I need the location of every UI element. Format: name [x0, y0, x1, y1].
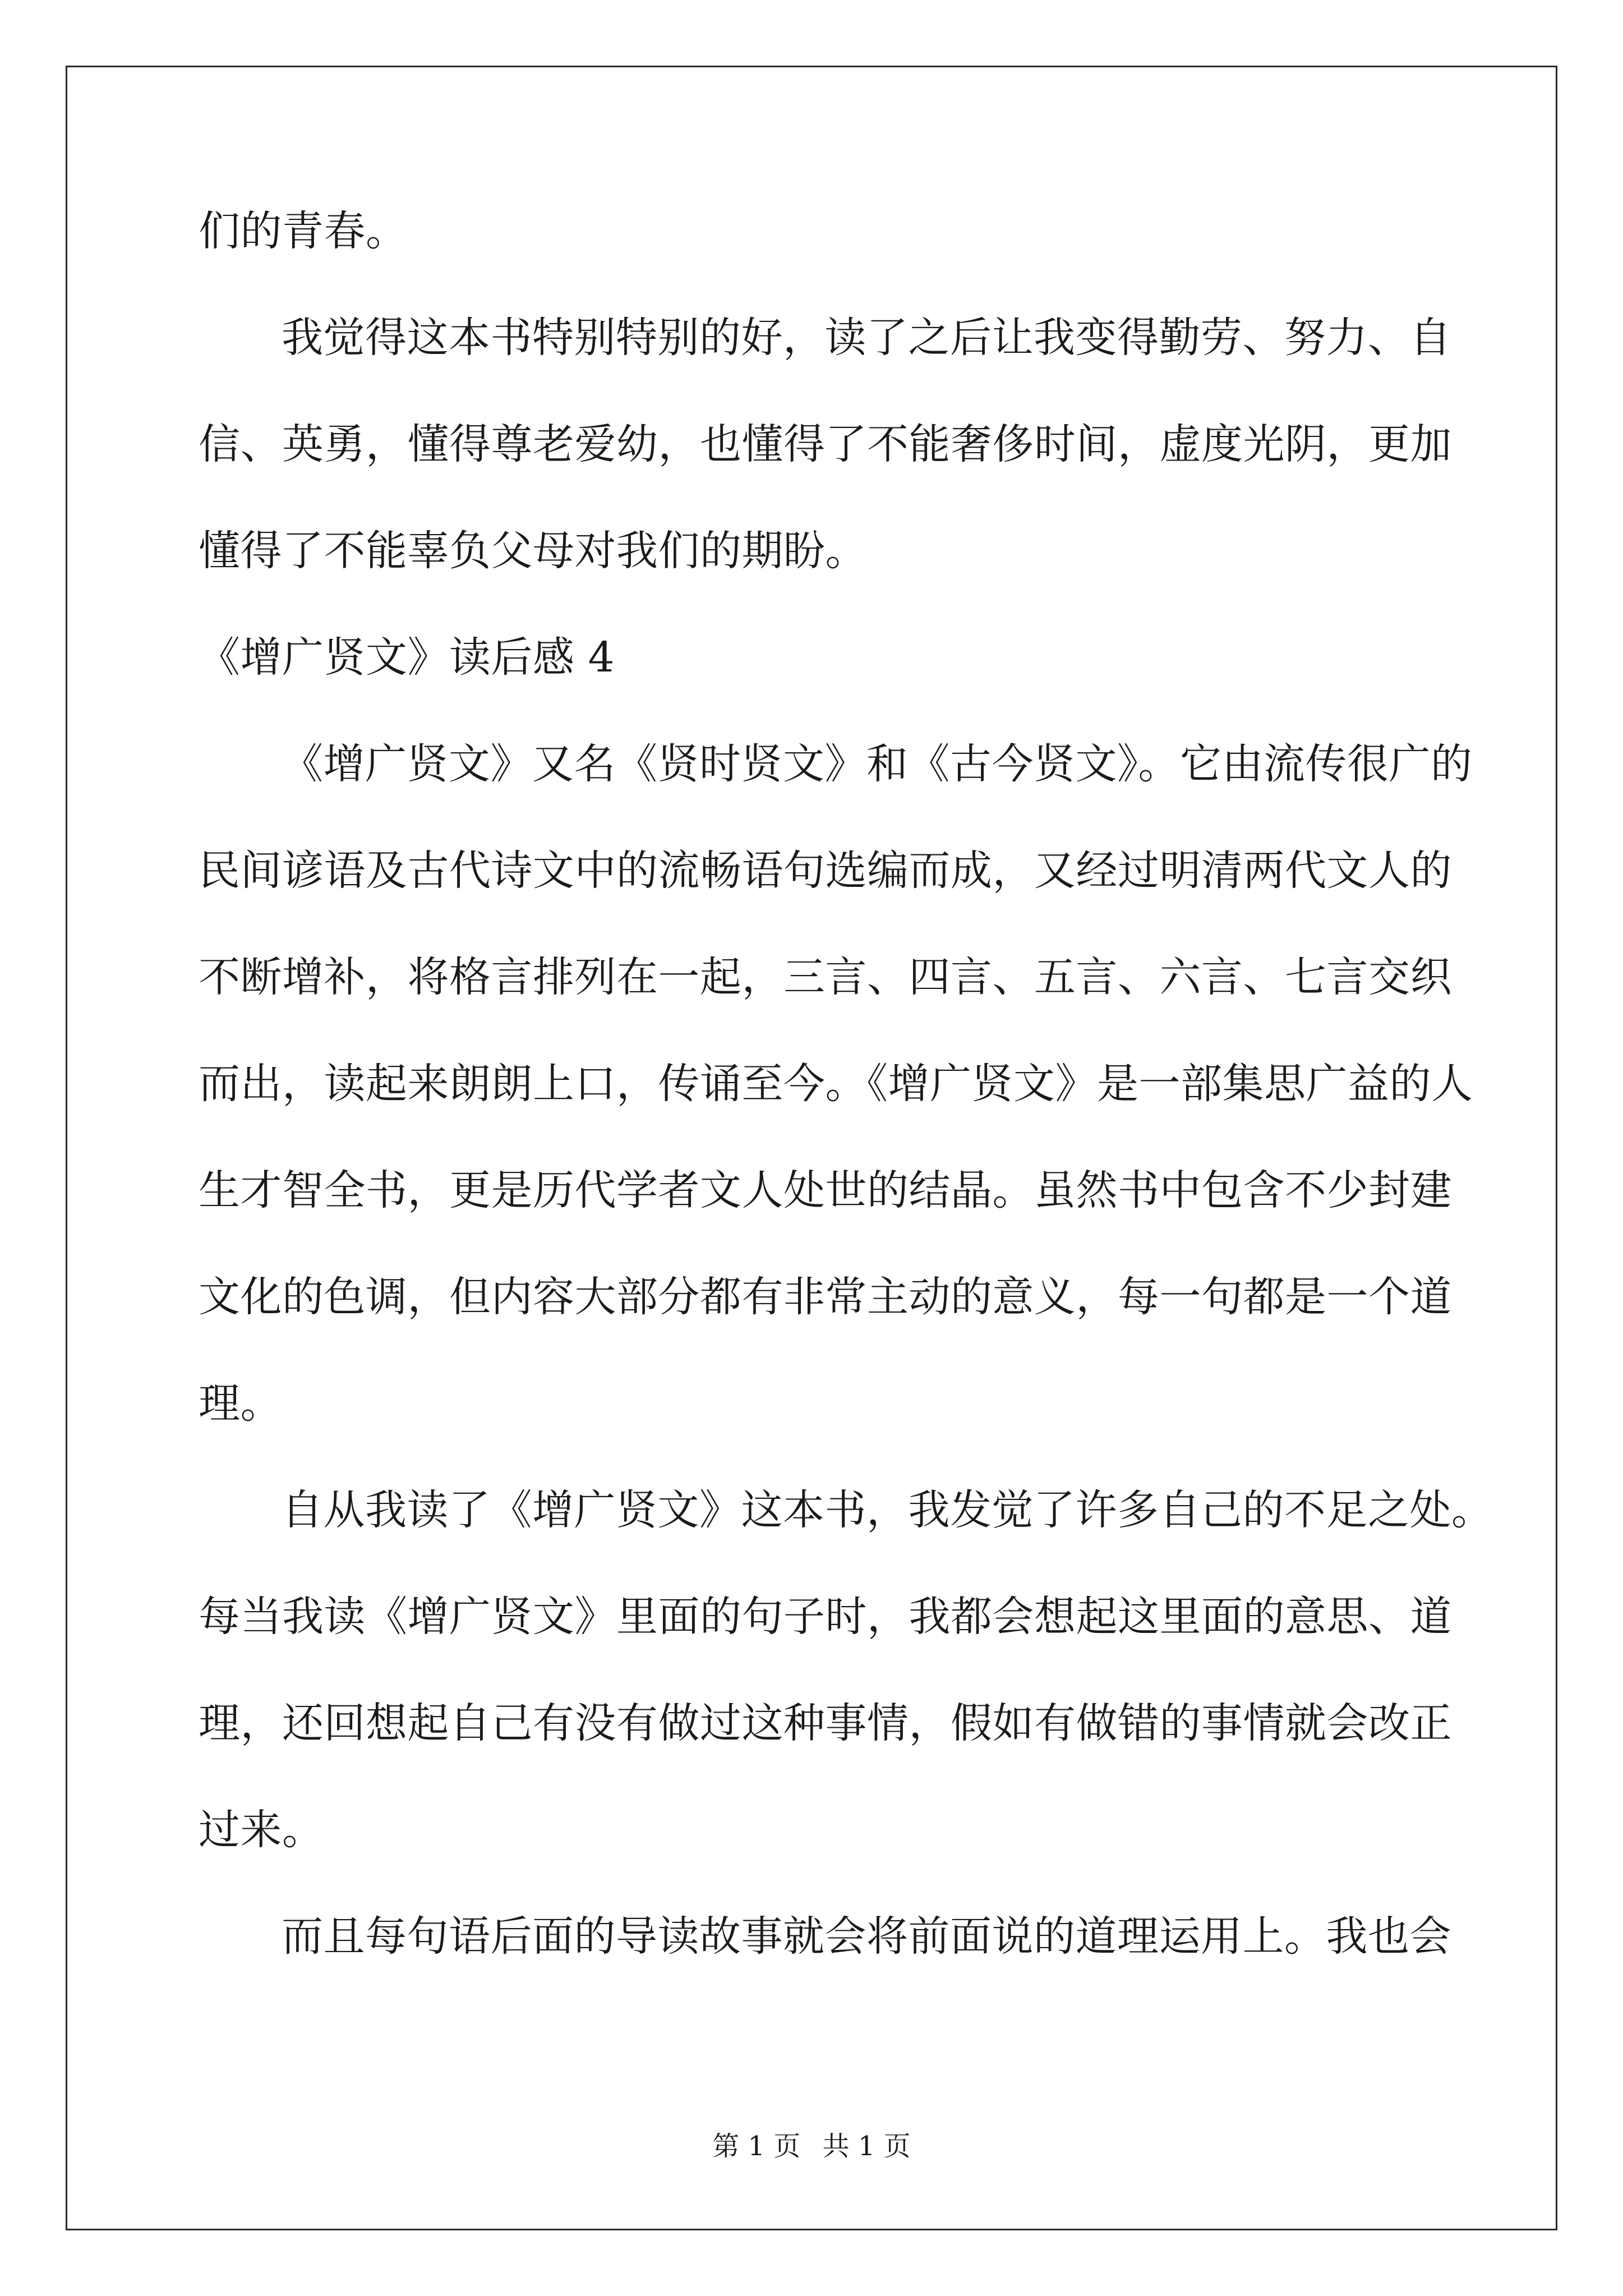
text-line: 不断增补，将格言排列在一起，三言、四言、五言、六言、七言交织: [199, 953, 1452, 1001]
text-line: 每当我读《增广贤文》里面的句子时，我都会想起这里面的意思、道: [199, 1593, 1452, 1641]
text-line: 自从我读了《增广贤文》这本书，我发觉了许多自己的不足之处。: [282, 1486, 1493, 1534]
page-number: 第 1 页: [712, 2131, 801, 2162]
text-line: 《增广贤文》又名《贤时贤文》和《古今贤文》。它由流传很广的: [282, 740, 1473, 788]
page-footer: [0, 2129, 1623, 2163]
text-line: 文化的色调，但内容大部分都有非常主动的意义，每一句都是一个道: [199, 1273, 1452, 1321]
text-line: 民间谚语及古代诗文中的流畅语句选编而成，又经过明清两代文人的: [199, 846, 1452, 895]
text-line: 而且每句语后面的导读故事就会将前面说的道理运用上。我也会: [282, 1912, 1451, 1961]
text-line: 生才智全书，更是历代学者文人处世的结晶。虽然书中包含不少封建: [199, 1166, 1452, 1214]
text-line: 我觉得这本书特别特别的好，读了之后让我变得勤劳、努力、自: [282, 314, 1451, 362]
text-line: 们的青春。: [199, 207, 408, 255]
text-line: 懂得了不能辜负父母对我们的期盼。: [199, 527, 867, 575]
text-line: 过来。: [199, 1806, 324, 1854]
text-line: 而出，读起来朗朗上口，传诵至今。《增广贤文》是一部集思广益的人: [199, 1060, 1473, 1108]
page-count: 共 1 页: [822, 2131, 911, 2162]
text-line: 信、英勇，懂得尊老爱幼，也懂得了不能奢侈时间，虚度光阴，更加: [199, 420, 1452, 468]
text-line: 理。: [199, 1379, 282, 1428]
text-line: 理，还回想起自己有没有做过这种事情，假如有做错的事情就会改正: [199, 1699, 1452, 1747]
section-heading: 《增广贤文》读后感 4: [199, 633, 615, 682]
